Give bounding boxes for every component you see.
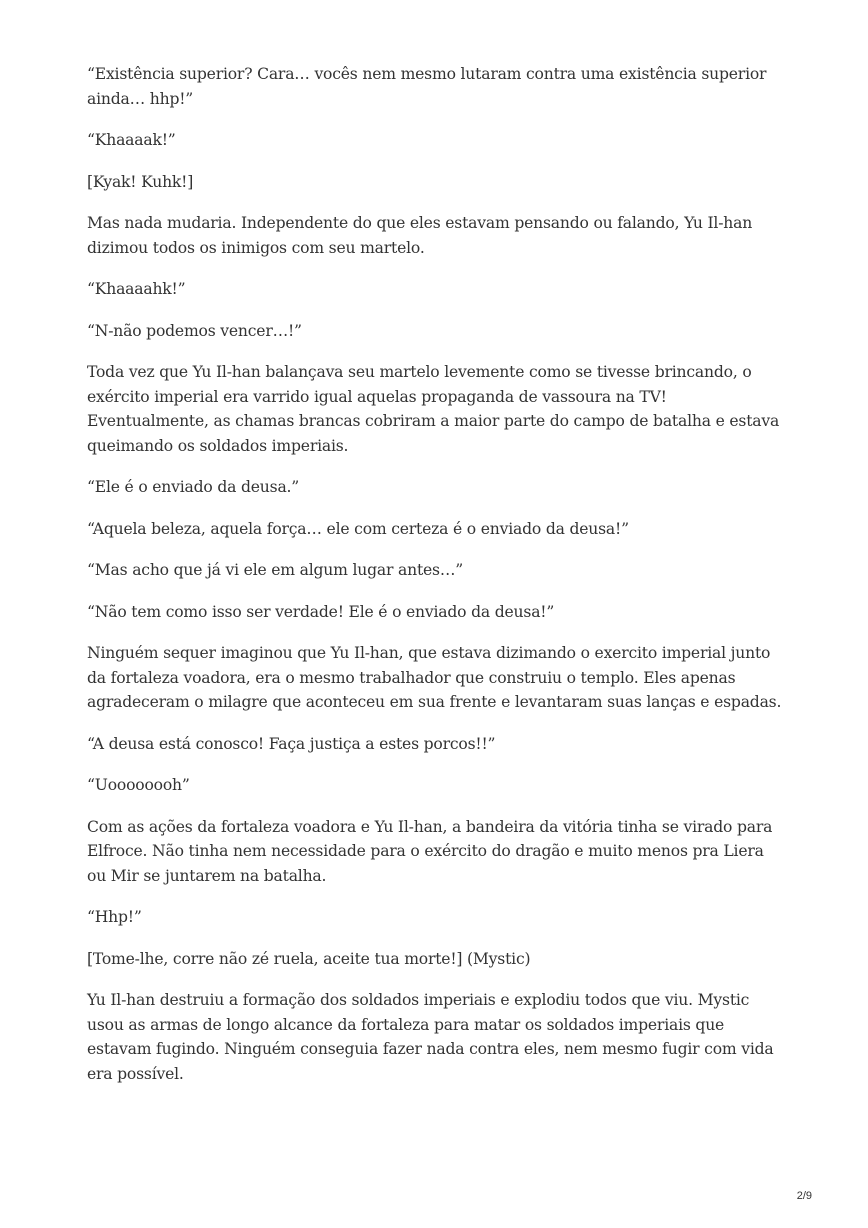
paragraph: “Aquela beleza, aquela força… ele com certeza é o enviado da deusa!” xyxy=(87,519,629,538)
paragraph: “N-não podemos vencer…!” xyxy=(87,321,302,340)
paragraph: Ninguém sequer imaginou que Yu Il-han, que estava dizimando o exercito imperial junto da fortaleza voadora, era o mesmo trabalhador que construiu o templo. Eles apenas agradeceram o milagre que aconteceu em sua frente e levantaram suas lanças e espadas. xyxy=(87,644,782,711)
paragraph: “Khaaaak!” xyxy=(87,131,176,149)
paragraph: Mas nada mudaria. Independente do que eles estavam pensando ou falando, Yu Il-han dizimou todos os inimigos com seu martelo. xyxy=(87,214,753,257)
paragraph: Yu Il-han destruiu a formação dos soldados imperiais e explodiu todos que viu. Mystic usou as armas de longo alcance da fortaleza para matar os soldados imperiais que estavam fugindo. Ninguém conseguia fazer nada contra eles, nem mesmo fugir com vida era possível. xyxy=(87,991,774,1083)
page-content xyxy=(87,62,787,1103)
paragraph: “Não tem como isso ser verdade! Ele é o enviado da deusa!” xyxy=(87,602,555,621)
paragraph: “Khaaaahk!” xyxy=(87,280,186,298)
paragraph: “Existência superior? Cara… vocês nem mesmo lutaram contra uma existência superior ainda… hhp!” xyxy=(87,65,767,108)
paragraph: “Mas acho que já vi ele em algum lugar antes…” xyxy=(87,561,464,579)
paragraph: “Uoooooooh” xyxy=(87,776,190,794)
paragraph: Com as ações da fortaleza voadora e Yu Il-han, a bandeira da vitória tinha se virado para Elfroce. Não tinha nem necessidade para o exército do dragão e muito menos pra Liera ou Mir se juntarem na batalha. xyxy=(87,817,773,885)
paragraph: [Tome-lhe, corre não zé ruela, aceite tua morte!] (Mystic) xyxy=(87,949,531,968)
paragraph: “Hhp!” xyxy=(87,908,142,926)
paragraph: [Kyak! Kuhk!] xyxy=(87,172,194,191)
paragraph: Toda vez que Yu Il-han balançava seu martelo levemente como se tivesse brincando, o exército imperial era varrido igual aquelas propaganda de vassoura na TV! Eventualmente, as chamas brancas cobriram a maior parte do campo de batalha e estava queimando os soldados imperiais. xyxy=(87,363,780,455)
page-number: 2/9 xyxy=(796,1190,812,1202)
paragraph: “Ele é o enviado da deusa.” xyxy=(87,478,300,496)
paragraph: “A deusa está conosco! Faça justiça a estes porcos!!” xyxy=(87,734,496,753)
